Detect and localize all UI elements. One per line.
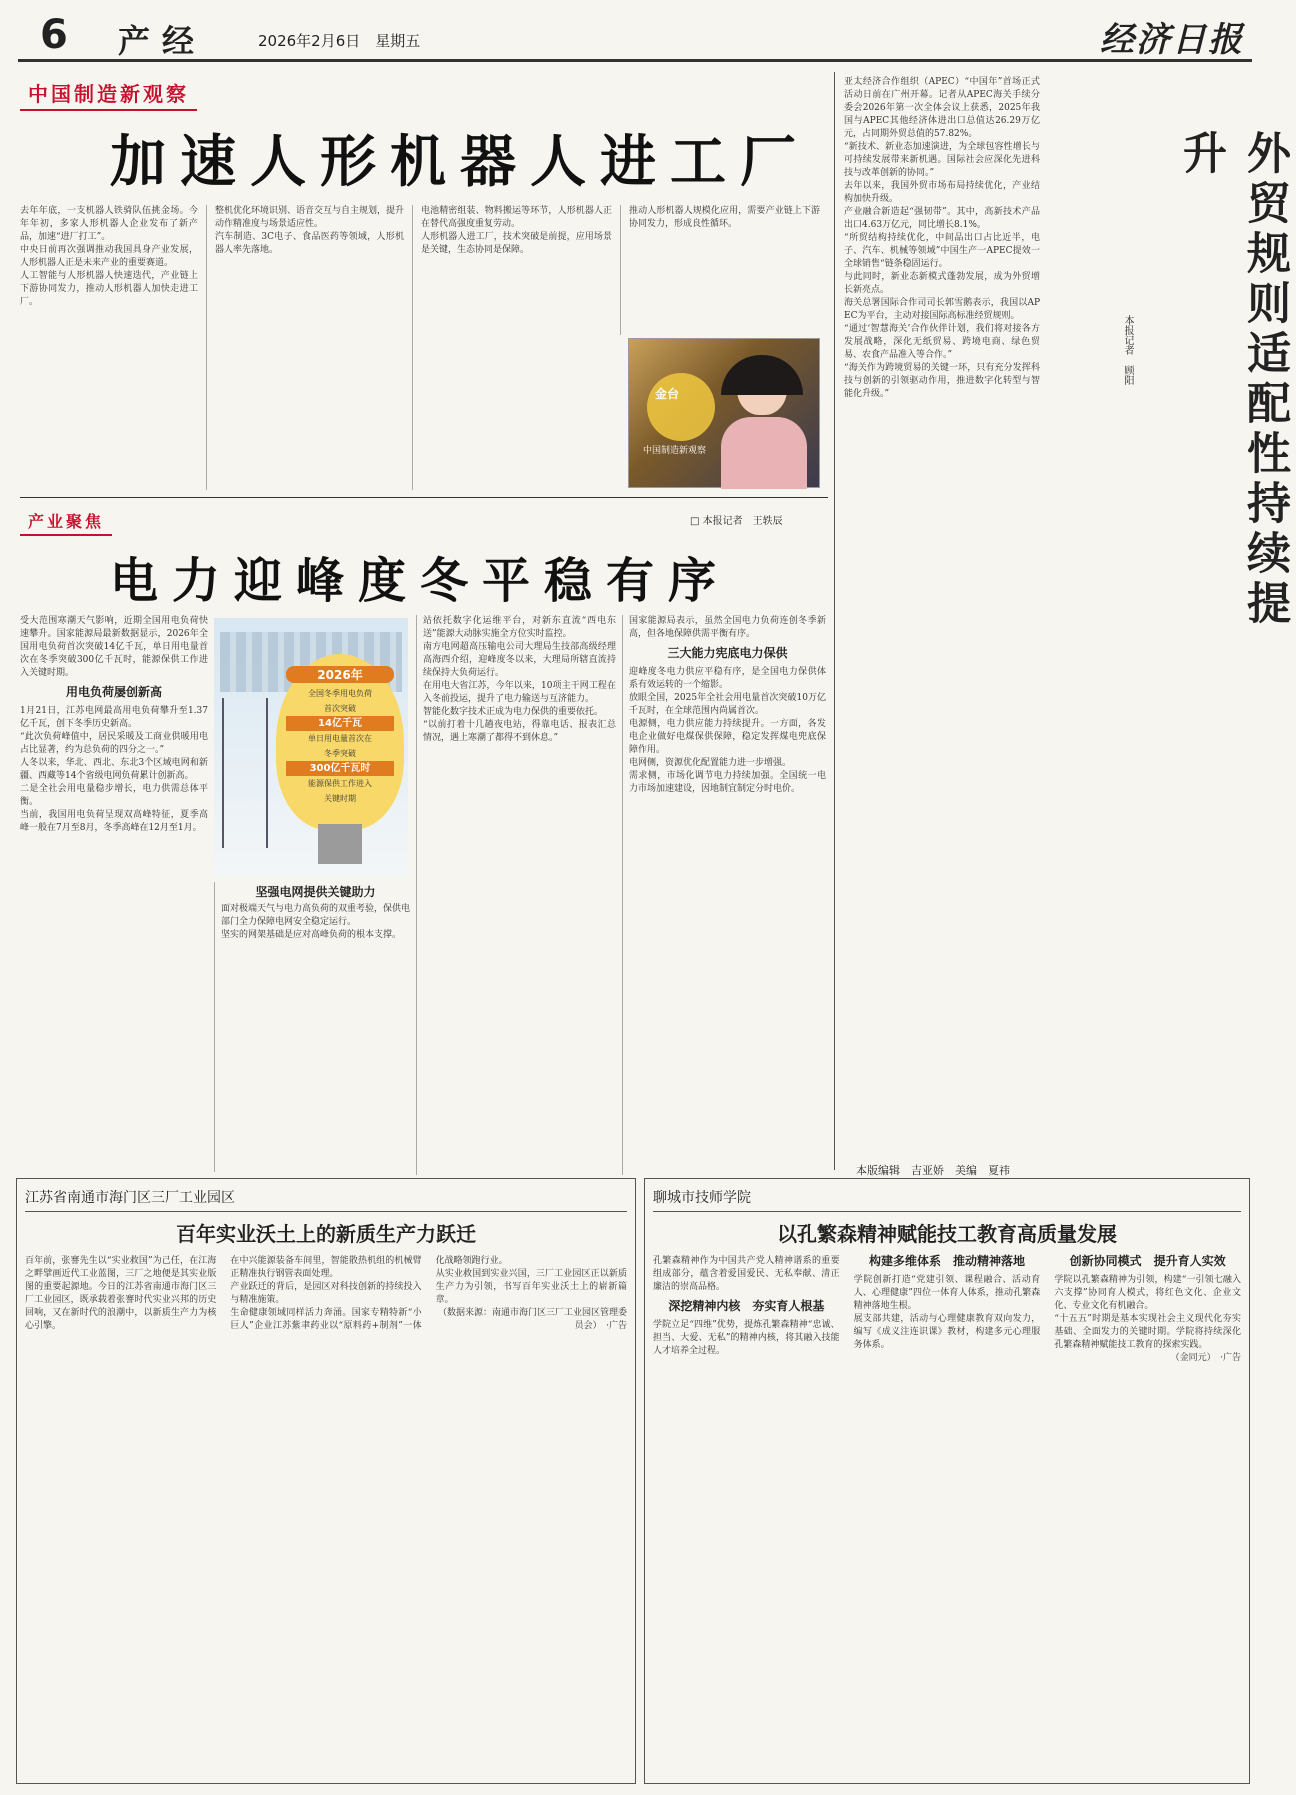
sidebar-paragraph: “通过‘智慧海关’合作伙伴计划，我们将对接各方发展战略，深化无纸贸易、跨境电商、绿色贸易、农食产品准入等合作。” [844, 324, 1040, 360]
article2-paragraph: 电源侧，电力供应能力持续提升。一方面，各发电企业做好电煤保供保障，稳定发挥煤电兜底保障作用。 [629, 719, 826, 755]
article2-paragraph: 需求侧，市场化调节电力持续加强。全国统一电力市场加速建设，因地制宜制定分时电价。 [629, 771, 826, 794]
sidebar-paragraph: “所贸结构持续优化，中间品出口占比近半，电子、汽车、机械等领域”中国生产一APEC提效一全球销售“链条稳固运行。 [844, 233, 1040, 269]
article2-paragraph: 当前，我国用电负荷呈现双高峰特征，夏季高峰一般在7月至8月，冬季高峰在12月至1月。 [20, 810, 208, 833]
ad-headline: 以孔繁森精神赋能技工教育高质量发展 [777, 1222, 1117, 1246]
infographic [214, 618, 408, 876]
article1-column-3 [412, 205, 612, 490]
info-line: 关键时期 [324, 794, 356, 803]
column-tag-manufacturing: 中国制造新观察 [20, 76, 197, 111]
sidebar-paragraph: 亚太经济合作组织（APEC）“中国年”首场正式活动日前在广州开幕。记者从APEC海关手续分委会2026年第一次全体会议上获悉，2025年我国与APEC其他经济体进出口总值达26.29万亿元，占同期外贸总值的57.82%。 [844, 77, 1040, 139]
article2-paragraph: 坚实的网架基础是应对高峰负荷的根本支撑。 [221, 930, 402, 940]
info-line: 单日用电量首次在 [308, 734, 372, 743]
ad-place: 聊城市技师学院 [653, 1187, 1241, 1212]
ad-paragraph: 产业跃迁的背后，是园区对科技创新的持续投入与精准施策。 [230, 1282, 422, 1305]
section-divider [20, 497, 828, 498]
article2-paragraph: 国家能源局表示，虽然全国电力负荷连创冬季新高，但各地保障供需平衡有序。 [629, 616, 826, 639]
section-name: 产经 [118, 22, 207, 60]
article1-column-4 [620, 205, 820, 335]
ad-credit: （金同元） ·广告 [1170, 1353, 1241, 1363]
ad-paragraph: 展支部共建，活动与心理健康教育双向发力，编写《成义注连识课》教材，构建多元心理服务体系。 [853, 1314, 1041, 1350]
article1-paragraph: 推动人形机器人规模化应用，需要产业链上下游协同发力，形成良性循环。 [629, 206, 820, 229]
ad-body [25, 1255, 627, 1775]
article2-column-2 [214, 882, 410, 1172]
sidebar-paragraph: 去年以来，我国外贸市场布局持续优化，产业结构加快升级。 [844, 181, 1040, 204]
info-year: 2026年 [286, 666, 394, 683]
article1-paragraph: 整机优化环境识别、语音交互与自主规划，提升动作精准度与场景适应性。 [215, 206, 405, 229]
sidebar-paragraph: 与此同时，新业态新模式蓬勃发展，成为外贸增长新亮点。 [844, 272, 1040, 295]
sidebar-headline: 外贸规则适配性持续提升 [1175, 130, 1290, 630]
article1-paragraph: 中央日前再次强调推动我国具身产业发展，人形机器人正是未来产业的重要赛道。 [20, 245, 198, 268]
article1-column-1 [20, 205, 198, 490]
ad-box-liaocheng [644, 1178, 1250, 1784]
ad-paragraph: “十五五”时期是基本实现社会主义现代化夯实基础、全面发力的关键时期。学院将持续深化孔繁森精神赋能技工教育的探索实践。 [1054, 1314, 1241, 1350]
ad-paragraph: 学院创新打造“党建引领、课程融合、活动育人、心理健康”四位一体育人体系，推动孔繁森精神落地生根。 [853, 1275, 1041, 1311]
article2-paragraph: 二是全社会用电量稳步增长，电力供需总体平衡。 [20, 784, 208, 807]
article2-paragraph: 电网侧，资源优化配置能力进一步增强。 [629, 758, 792, 768]
info-line: 冬季突破 [324, 749, 356, 758]
commentator-photo [628, 338, 820, 488]
article2-paragraph: 放眼全国，2025年全社会用电量首次突破10万亿千瓦时，在全球范围内尚属首次。 [629, 693, 826, 716]
article2-paragraph: “此次负荷峰值中，居民采暖及工商业供暖用电占比显著，约为总负荷的四分之一。” [20, 732, 208, 755]
ad-subhead: 创新协同模式 提升育人实效 [1069, 1254, 1226, 1268]
ad-paragraph: 从实业救国到实业兴国，三厂工业园区正以新质生产力为引领，书写百年实业沃土上的崭新篇章。 [435, 1269, 627, 1305]
photo-caption-1: 金台 [655, 387, 680, 401]
ad-paragraph: 在中兴能源装备车间里，智能散热机组的机械臂正精准执行钢管表面处理。 [230, 1256, 422, 1279]
article2-paragraph: 在用电大省江苏，今年以来，10项主干网工程在入冬前投运，提升了电力输送与互济能力。 [423, 681, 616, 704]
ad-box-haimen [16, 1178, 636, 1784]
ad-subhead: 构建多维体系 推动精神落地 [868, 1254, 1025, 1268]
info-line: 能源保供工作进入 [308, 779, 372, 788]
power-tower-icon [222, 698, 268, 848]
ad-paragraph: 学院以孔繁森精神为引领，构建“一引领七融入六支撑”协同育人模式，将红色文化、企业文化、专业文化有机融合。 [1054, 1275, 1241, 1311]
sidebar-paragraph: 海关总署国际合作司司长郭雪鹅表示，我国以APEC为平台，主动对接国际高标准经贸规则。 [844, 298, 1040, 321]
article2-byline: □ 本报记者 王轶辰 [690, 516, 783, 527]
article2-paragraph: 站依托数字化运维平台，对新东直流“西电东送”能源大动脉实施全方位实时监控。 [423, 616, 616, 639]
info-line: 全国冬季用电负荷 [308, 689, 372, 698]
article2-column-1 [20, 615, 208, 1175]
person-body [721, 417, 807, 489]
photo-badge [647, 373, 715, 441]
article2-paragraph: 人冬以来，华北、西北、东北3个区域电网和新疆、西藏等14个省级电网负荷累计创新高。 [20, 758, 208, 781]
article2-paragraph: “以前打着十几趟夜电站，得靠电话、报表汇总情况，遇上寒潮了都得不到休息。” [423, 720, 616, 743]
article1-paragraph: 人工智能与人形机器人快速迭代，产业链上下游协同发力，推动人形机器人加快走进工厂。 [20, 271, 198, 307]
person-hair [721, 355, 803, 395]
article2-paragraph: 智能化数字技术正成为电力保供的重要依托。 [423, 707, 604, 717]
sidebar-paragraph: 产业融合新造起“强韧带”。其中，高新技术产品出口4.63万亿元，同比增长8.1%。 [844, 207, 1040, 230]
ad-body [653, 1255, 1241, 1775]
paper-logo: 经济日报 [1100, 20, 1244, 60]
article1-paragraph: 人形机器人进工厂，技术突破是前提，应用场景是关键，生态协同是保障。 [421, 232, 612, 255]
ad-headline: 百年实业沃土上的新质生产力跃迁 [176, 1222, 476, 1246]
article2-column-3 [416, 615, 616, 1175]
ad-paragraph: 孔繁森精神作为中国共产党人精神谱系的重要组成部分，蕴含着爱国爱民、无私奉献、清正廉洁的崇高品格。 [653, 1256, 840, 1292]
ad-subhead: 深挖精神内核 夯实育人根基 [668, 1299, 825, 1313]
info-highlight: 300亿千瓦时 [286, 761, 394, 776]
article1-paragraph: 汽车制造、3C电子、食品医药等领域，人形机器人率先落地。 [215, 232, 404, 255]
masthead [18, 10, 1252, 62]
article2-subhead-3: 三大能力宪底电力保供 [667, 646, 788, 660]
article2-headline: 电力迎峰度冬平稳有序 [109, 553, 730, 609]
ad-paragraph: 百年前，张謇先生以“实业救国”为己任，在江海之畔擘画近代工业蓝图，三厂之地便是其实业版图的重要起源地。今日的江苏省南通市海门区三厂工业园区，既承载着张謇时代实业兴邦的历史回响，又在新时代的浪潮中，以新质生产力为核心引擎。 [25, 1256, 217, 1331]
editor-line: 本版编辑 吉亚娇 美编 夏祎 [856, 1164, 1010, 1177]
ad-paragraph: 生命健康领域同样活力奔涌。国家专精特新“小巨人”企业江苏紫聿药业以“原料药+制剂”一体化战略领跑行业。 [230, 1256, 508, 1331]
page-number: 6 [40, 12, 68, 58]
article2-paragraph: 1月21日，江苏电网最高用电负荷攀升至1.37亿千瓦，创下冬季历史新高。 [20, 706, 208, 729]
ad-paragraph: 学院立足“四维”优势，提炼孔繁森精神“忠诚、担当、大爱、无私”的精神内核，将其融入技能人才培养全过程。 [653, 1320, 840, 1356]
article1-paragraph: 去年年底，一支机器人铁骑队伍挑金场。今年年初，多家人形机器人企业发布了新产品，加速“进厂打工”。 [20, 206, 198, 242]
sidebar-paragraph: “新技术、新业态加速演进，为全球包容性增长与可持续发展带来新机遇。国际社会应深化先进科技与改革创新的协同。” [844, 142, 1040, 178]
photo-caption-2: 中国制造新观察 [643, 446, 707, 456]
article2-paragraph: 迎峰度冬电力供应平稳有序，是全国电力保供体系有效运转的一个缩影。 [629, 667, 826, 690]
bulb-base [318, 824, 362, 864]
info-line: 首次突破 [324, 704, 356, 713]
sidebar-text [844, 76, 1040, 1162]
article1-column-2 [206, 205, 404, 490]
sidebar-divider [834, 72, 835, 1170]
info-highlight: 14亿千瓦 [286, 716, 394, 731]
sidebar-byline: 本报记者 顾阳 [1122, 315, 1133, 385]
article2-paragraph: 南方电网超高压输电公司大理局生技部高级经理高海西介绍，迎峰度冬以来，大理局所辖直流持续保持大负荷运行。 [423, 642, 616, 678]
infographic-text [286, 666, 394, 806]
ad-credit: （数据来源：南通市海门区三厂工业园区管理委员会） ·广告 [437, 1308, 627, 1331]
article2-column-4 [622, 615, 826, 1175]
sidebar-paragraph: “海关作为跨境贸易的关键一环，只有充分发挥科技与创新的引领驱动作用，推进数字化转型与智能化升级。” [844, 363, 1040, 399]
article1-paragraph: 电池精密组装、物料搬运等环节，人形机器人正在替代高强度重复劳动。 [421, 206, 612, 229]
ad-place: 江苏省南通市海门区三厂工业园区 [25, 1187, 627, 1212]
article2-paragraph: 面对极端天气与电力高负荷的双重考验，保供电部门全力保障电网安全稳定运行。 [221, 904, 411, 927]
article2-paragraph: 受大范围寒潮天气影响，近期全国用电负荷快速攀升。国家能源局最新数据显示，2026年全国用电负荷首次突破14亿千瓦，单日用电量首次在冬季突破300亿千瓦时，能源保供工作进入关键时期。 [20, 616, 208, 678]
article1-headline: 加速人形机器人进工厂 [110, 130, 810, 195]
column-tag-industry: 产业聚焦 [20, 507, 112, 536]
issue-date: 2026年2月6日 星期五 [258, 32, 421, 50]
article2-subhead-1: 用电负荷屡创新高 [65, 685, 162, 699]
article2-subhead-2: 坚强电网提供关键助力 [255, 885, 376, 899]
